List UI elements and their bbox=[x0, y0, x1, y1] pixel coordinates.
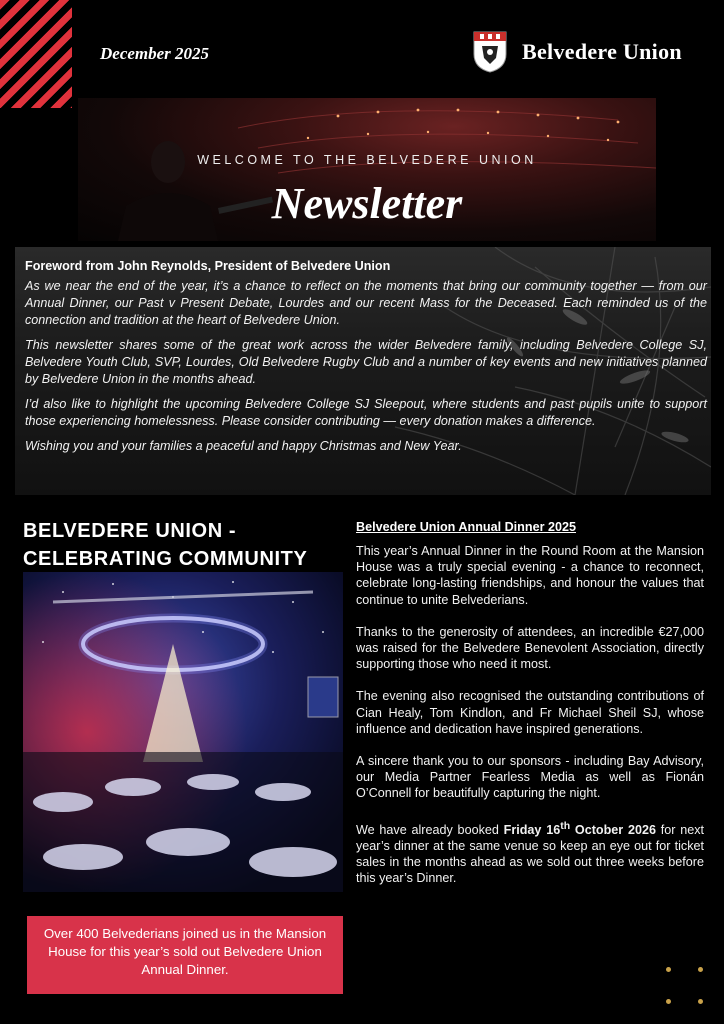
annual-dinner-article bbox=[356, 520, 704, 903]
text-span: Friday 16 bbox=[503, 822, 561, 837]
article-title: Belvedere Union Annual Dinner 2025 bbox=[356, 520, 576, 534]
text-span: for next year’s dinner at the same venue so keep an eye out for ticket sales in the months ahead as we sold out three weeks before this year’s Dinner. bbox=[356, 822, 704, 886]
decorative-dot bbox=[666, 967, 671, 972]
decorative-dot bbox=[698, 999, 703, 1004]
article-paragraph: A sincere thank you to our sponsors - including Bay Advisory, our Media Partner Fearless Media as well as Fionán O’Connell for beautifully capturing the night. bbox=[356, 754, 704, 801]
next-dinner-date bbox=[503, 819, 656, 837]
brand-name: Belvedere Union bbox=[522, 39, 682, 64]
foreword-paragraph: This newsletter shares some of the great work across the wider Belvedere family, including Belvedere College SJ, Belvedere Youth Club, SVP, Lourdes, Old Belvedere Rugby Club and a number of key events and new initiatives planned by Belvedere Union in the months ahead. bbox=[25, 338, 707, 386]
foreword-section bbox=[15, 247, 711, 495]
decorative-stripes bbox=[0, 0, 72, 108]
annual-dinner-photo bbox=[23, 572, 343, 892]
hero-title: Newsletter bbox=[271, 179, 463, 228]
belvedere-crest-icon bbox=[472, 30, 508, 74]
foreword-paragraph: I’d also like to highlight the upcoming Belvedere College SJ Sleepout, where students and past pupils unite to support those experiencing homelessness. Please consider contributing — every donation makes a difference. bbox=[25, 397, 707, 428]
hero-welcome-text: WELCOME TO THE BELVEDERE UNION bbox=[197, 153, 537, 167]
ordinal-suffix: th bbox=[560, 819, 571, 832]
text-span: October 2026 bbox=[570, 822, 656, 837]
decorative-dot bbox=[666, 999, 671, 1004]
foreword-paragraph: Wishing you and your families a peaceful and happy Christmas and New Year. bbox=[25, 439, 462, 453]
foreword-heading: Foreword from John Reynolds, President of Belvedere Union bbox=[25, 259, 391, 273]
article-paragraph: This year’s Annual Dinner in the Round Room at the Mansion House was a truly special evening - a chance to reconnect, celebrate long-lasting friendships, and honour the values that continue to unite Belvederians. bbox=[356, 544, 704, 607]
issue-date: December 2025 bbox=[100, 44, 210, 63]
hero-banner bbox=[78, 98, 656, 241]
section-title-line: BELVEDERE UNION - bbox=[23, 520, 237, 542]
article-paragraph: The evening also recognised the outstanding contributions of Cian Healy, Tom Kindlon, and Fr Michael Sheil SJ, whose influence and dedication have inspired generations. bbox=[356, 689, 704, 736]
foreword-paragraph: As we near the end of the year, it’s a chance to reflect on the moments that bring our community together — from our Annual Dinner, our Past v Present Debate, Lourdes and our recent Mass for the Deceased. Each reminded us of the connection and tradition at the heart of Belvedere Union. bbox=[25, 279, 707, 327]
dinner-scene-image bbox=[23, 572, 343, 892]
decorative-dot bbox=[698, 967, 703, 972]
section-title-line: CELEBRATING COMMUNITY bbox=[23, 548, 308, 570]
article-paragraph: Thanks to the generosity of attendees, an incredible €27,000 was raised for the Belvedere Benevolent Association, directly supporting those who need it most. bbox=[356, 624, 704, 672]
article-paragraph-next-dinner bbox=[356, 818, 704, 887]
text-span: We have already booked bbox=[356, 822, 504, 837]
photo-caption: Over 400 Belvederians joined us in the Mansion House for this year’s sold out Belvedere Union Annual Dinner. bbox=[27, 916, 343, 994]
section-title bbox=[23, 517, 353, 573]
brand-logo bbox=[472, 30, 682, 74]
